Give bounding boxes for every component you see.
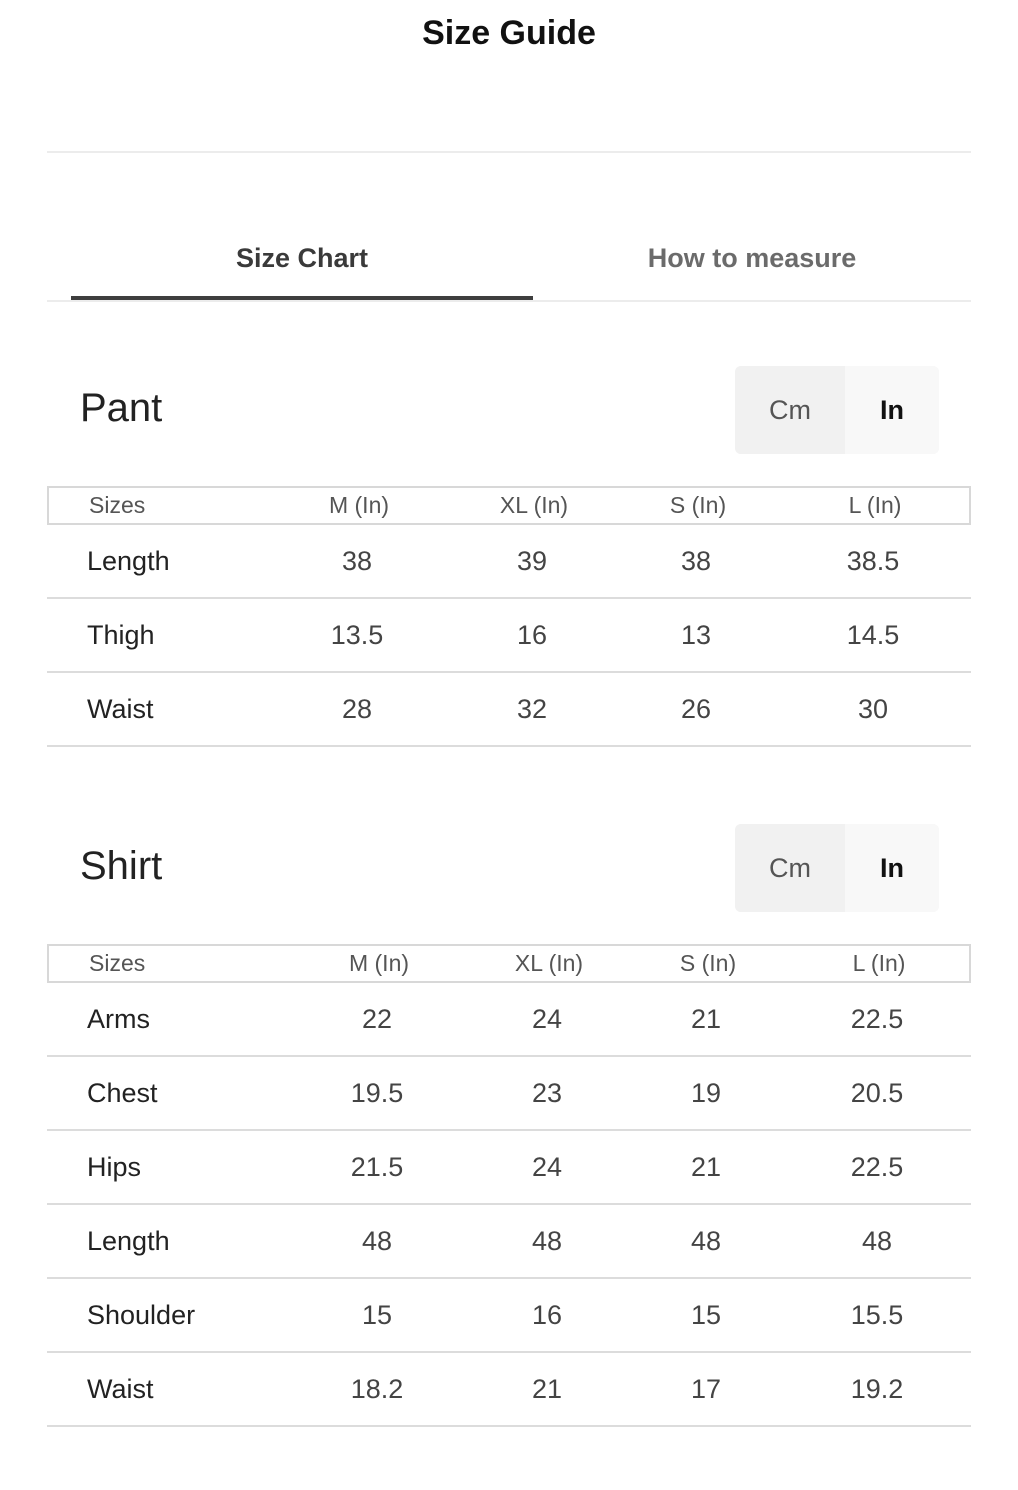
pant-unit-toggle — [735, 366, 939, 454]
pant-header-m: M (In) — [328, 492, 390, 518]
size-value: 15 — [361, 1299, 393, 1330]
row-label: Length — [87, 545, 170, 576]
size-value: 20.5 — [850, 1077, 904, 1108]
size-value: 48 — [531, 1225, 563, 1256]
shirt-header-xl: XL (In) — [514, 950, 584, 976]
size-value: 38 — [341, 545, 373, 576]
pant-header-sizes: Sizes — [89, 492, 146, 518]
table-row — [47, 525, 971, 599]
size-value: 26 — [680, 693, 712, 724]
size-value: 48 — [361, 1225, 393, 1256]
size-value: 38 — [680, 545, 712, 576]
pant-size-table — [47, 486, 971, 747]
tab-size-chart[interactable]: Size Chart — [235, 242, 369, 273]
size-value: 16 — [531, 1299, 563, 1330]
size-value: 19.5 — [350, 1077, 404, 1108]
shirt-header-l: L (In) — [852, 950, 906, 976]
page-title: Size Guide — [422, 14, 596, 52]
shirt-header-s: S (In) — [679, 950, 737, 976]
table-row — [47, 983, 971, 1057]
table-row — [47, 599, 971, 673]
size-value: 16 — [516, 619, 548, 650]
pant-header-s: S (In) — [669, 492, 727, 518]
size-value: 13.5 — [330, 619, 384, 650]
table-row — [47, 1205, 971, 1279]
row-label: Hips — [87, 1151, 142, 1182]
pant-unit-cm-button[interactable]: Cm — [735, 366, 845, 454]
size-value: 38.5 — [846, 545, 900, 576]
size-value: 32 — [516, 693, 548, 724]
size-value: 14.5 — [846, 619, 900, 650]
size-value: 28 — [341, 693, 373, 724]
table-row — [47, 1279, 971, 1353]
size-value: 21.5 — [350, 1151, 404, 1182]
shirt-unit-toggle — [735, 824, 939, 912]
size-value: 15 — [690, 1299, 722, 1330]
shirt-header-sizes: Sizes — [89, 950, 146, 976]
pant-section — [47, 366, 971, 750]
header-divider — [47, 151, 971, 153]
size-value: 19 — [690, 1077, 722, 1108]
size-value: 17 — [690, 1373, 722, 1404]
pant-section-title: Pant — [80, 386, 163, 430]
shirt-section — [47, 824, 971, 1434]
row-label: Thigh — [87, 619, 155, 650]
row-label: Shoulder — [87, 1299, 196, 1330]
size-value: 13 — [680, 619, 712, 650]
shirt-section-title: Shirt — [80, 844, 163, 888]
size-value: 21 — [690, 1151, 722, 1182]
table-row — [47, 673, 971, 747]
size-value: 24 — [531, 1151, 563, 1182]
shirt-table-header — [47, 944, 971, 983]
size-value: 22.5 — [850, 1151, 904, 1182]
tabs-divider — [47, 300, 971, 302]
size-value: 21 — [531, 1373, 563, 1404]
row-label: Length — [87, 1225, 170, 1256]
row-label: Waist — [87, 1373, 154, 1404]
table-row — [47, 1131, 971, 1205]
size-value: 22.5 — [850, 1003, 904, 1034]
shirt-size-table — [47, 944, 971, 1427]
shirt-unit-in-button[interactable]: In — [845, 824, 939, 912]
size-value: 22 — [361, 1003, 393, 1034]
tab-bar — [47, 215, 971, 303]
size-value: 48 — [861, 1225, 893, 1256]
tab-how-to-measure[interactable]: How to measure — [647, 242, 857, 273]
row-label: Waist — [87, 693, 154, 724]
size-value: 19.2 — [850, 1373, 904, 1404]
pant-table-header — [47, 486, 971, 525]
row-label: Arms — [87, 1003, 150, 1034]
size-value: 15.5 — [850, 1299, 904, 1330]
size-value: 23 — [531, 1077, 563, 1108]
pant-unit-in-button[interactable]: In — [845, 366, 939, 454]
row-label: Chest — [87, 1077, 158, 1108]
size-value: 48 — [690, 1225, 722, 1256]
pant-header-xl: XL (In) — [499, 492, 569, 518]
size-value: 39 — [516, 545, 548, 576]
size-value: 18.2 — [350, 1373, 404, 1404]
table-row — [47, 1057, 971, 1131]
size-value: 24 — [531, 1003, 563, 1034]
pant-header-l: L (In) — [848, 492, 902, 518]
shirt-header-m: M (In) — [348, 950, 410, 976]
size-value: 30 — [857, 693, 889, 724]
table-row — [47, 1353, 971, 1427]
size-value: 21 — [690, 1003, 722, 1034]
shirt-unit-cm-button[interactable]: Cm — [735, 824, 845, 912]
